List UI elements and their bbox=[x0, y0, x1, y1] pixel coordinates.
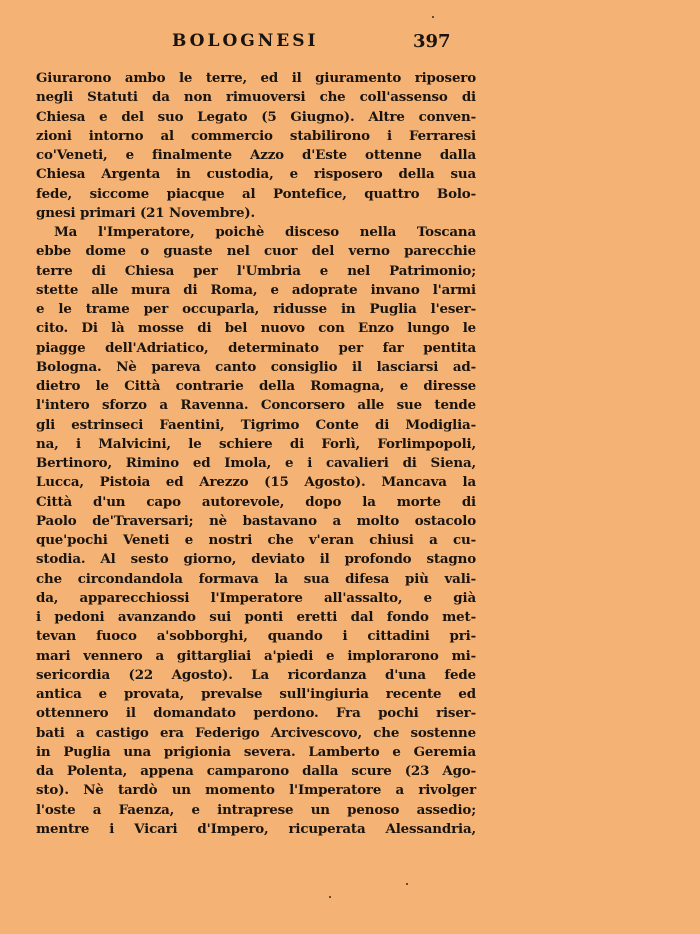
text-line: que'pochi Veneti e nostri che v'eran chiusi a cu- bbox=[36, 532, 476, 548]
text-line: gnesi primari (21 Novembre). bbox=[36, 204, 256, 221]
paper-speck bbox=[432, 16, 434, 18]
text-line: da, apparecchiossi l'Imperatore all'assalto, e già bbox=[36, 589, 476, 606]
text-line: sto). Nè tardò un momento l'Imperatore a rivolger bbox=[36, 782, 476, 799]
text-line: Ma l'Imperatore, poichè disceso nella Toscana bbox=[54, 224, 476, 240]
text-line: tevan fuoco a'sobborghi, quando i cittadini pri- bbox=[36, 628, 476, 645]
text-line: terre di Chiesa per l'Umbria e nel Patrimonio; bbox=[36, 262, 476, 279]
text-line: l'intero sforzo a Ravenna. Concorsero alle sue tende bbox=[36, 397, 476, 414]
text-line: l'oste a Faenza, e intraprese un penoso assedio; bbox=[36, 801, 476, 818]
text-line: Chiesa e del suo Legato (5 Giugno). Altre conven- bbox=[36, 108, 476, 125]
text-line: da Polenta, appena camparono dalla scure (23 Ago- bbox=[36, 763, 476, 779]
text-line: mari vennero a gittargliai a'piedi e implorarono mi- bbox=[36, 647, 476, 664]
running-title: BOLOGNESI bbox=[172, 31, 319, 51]
text-line: gli estrinseci Faentini, Tigrimo Conte di Modiglia- bbox=[36, 416, 476, 433]
text-line: Città d'un capo autorevole, dopo la morte di bbox=[36, 493, 476, 510]
text-line: antica e provata, prevalse sull'ingiuria recente ed bbox=[36, 686, 476, 702]
text-line: dietro le Città contrarie della Romagna, e diresse bbox=[36, 378, 476, 394]
text-line: stette alle mura di Roma, e adoprate invano l'armi bbox=[36, 281, 476, 298]
text-line: ebbe dome o guaste nel cuor del verno parecchie bbox=[36, 243, 476, 260]
paper-speck bbox=[329, 896, 331, 898]
text-line: i pedoni avanzando sui ponti eretti dal fondo met- bbox=[36, 609, 476, 625]
text-line: Bologna. Nè pareva canto consiglio il lasciarsi ad- bbox=[36, 358, 476, 375]
text-line: che circondandola formava la sua difesa più vali- bbox=[36, 570, 476, 587]
text-line: Lucca, Pistoia ed Arezzo (15 Agosto). Mancava la bbox=[36, 474, 476, 491]
text-line: co'Veneti, e finalmente Azzo d'Este ottenne dalla bbox=[36, 147, 476, 163]
text-line: mentre i Vicari d'Impero, ricuperata Alessandria, bbox=[36, 820, 476, 837]
text-line: bati a castigo era Federigo Arcivescovo, che sostenne bbox=[36, 724, 476, 741]
text-line: e le trame per occuparla, ridusse in Puglia l'eser- bbox=[36, 301, 476, 317]
body-text bbox=[36, 69, 476, 839]
text-line: sericordia (22 Agosto). La ricordanza d'una fede bbox=[36, 666, 476, 683]
paper-speck bbox=[406, 883, 408, 885]
text-line: Bertinoro, Rimino ed Imola, e i cavalieri di Siena, bbox=[36, 455, 476, 471]
page-number: 397 bbox=[413, 31, 451, 52]
text-line: fede, siccome piacque al Pontefice, quattro Bolo- bbox=[36, 185, 476, 202]
text-line: na, i Malvicini, le schiere di Forlì, Forlimpopoli, bbox=[36, 435, 476, 452]
text-line: negli Statuti da non rimuoversi che coll'assenso di bbox=[36, 89, 476, 106]
text-line: zioni intorno al commercio stabilirono i Ferraresi bbox=[36, 127, 476, 144]
text-line: Chiesa Argenta in custodia, e risposero della sua bbox=[36, 166, 476, 183]
text-line: Paolo de'Traversari; nè bastavano a molto ostacolo bbox=[36, 512, 476, 529]
running-header bbox=[0, 31, 700, 53]
text-line: ottennero il domandato perdono. Fra pochi riser- bbox=[36, 705, 476, 722]
text-line: cito. Di là mosse di bel nuovo con Enzo lungo le bbox=[36, 320, 476, 337]
text-line: Giurarono ambo le terre, ed il giuramento riposero bbox=[36, 70, 476, 86]
text-line: stodia. Al sesto giorno, deviato il profondo stagno bbox=[36, 551, 476, 568]
text-line: piagge dell'Adriatico, determinato per far pentita bbox=[36, 339, 476, 356]
text-line: in Puglia una prigionia severa. Lamberto e Geremia bbox=[36, 743, 476, 760]
